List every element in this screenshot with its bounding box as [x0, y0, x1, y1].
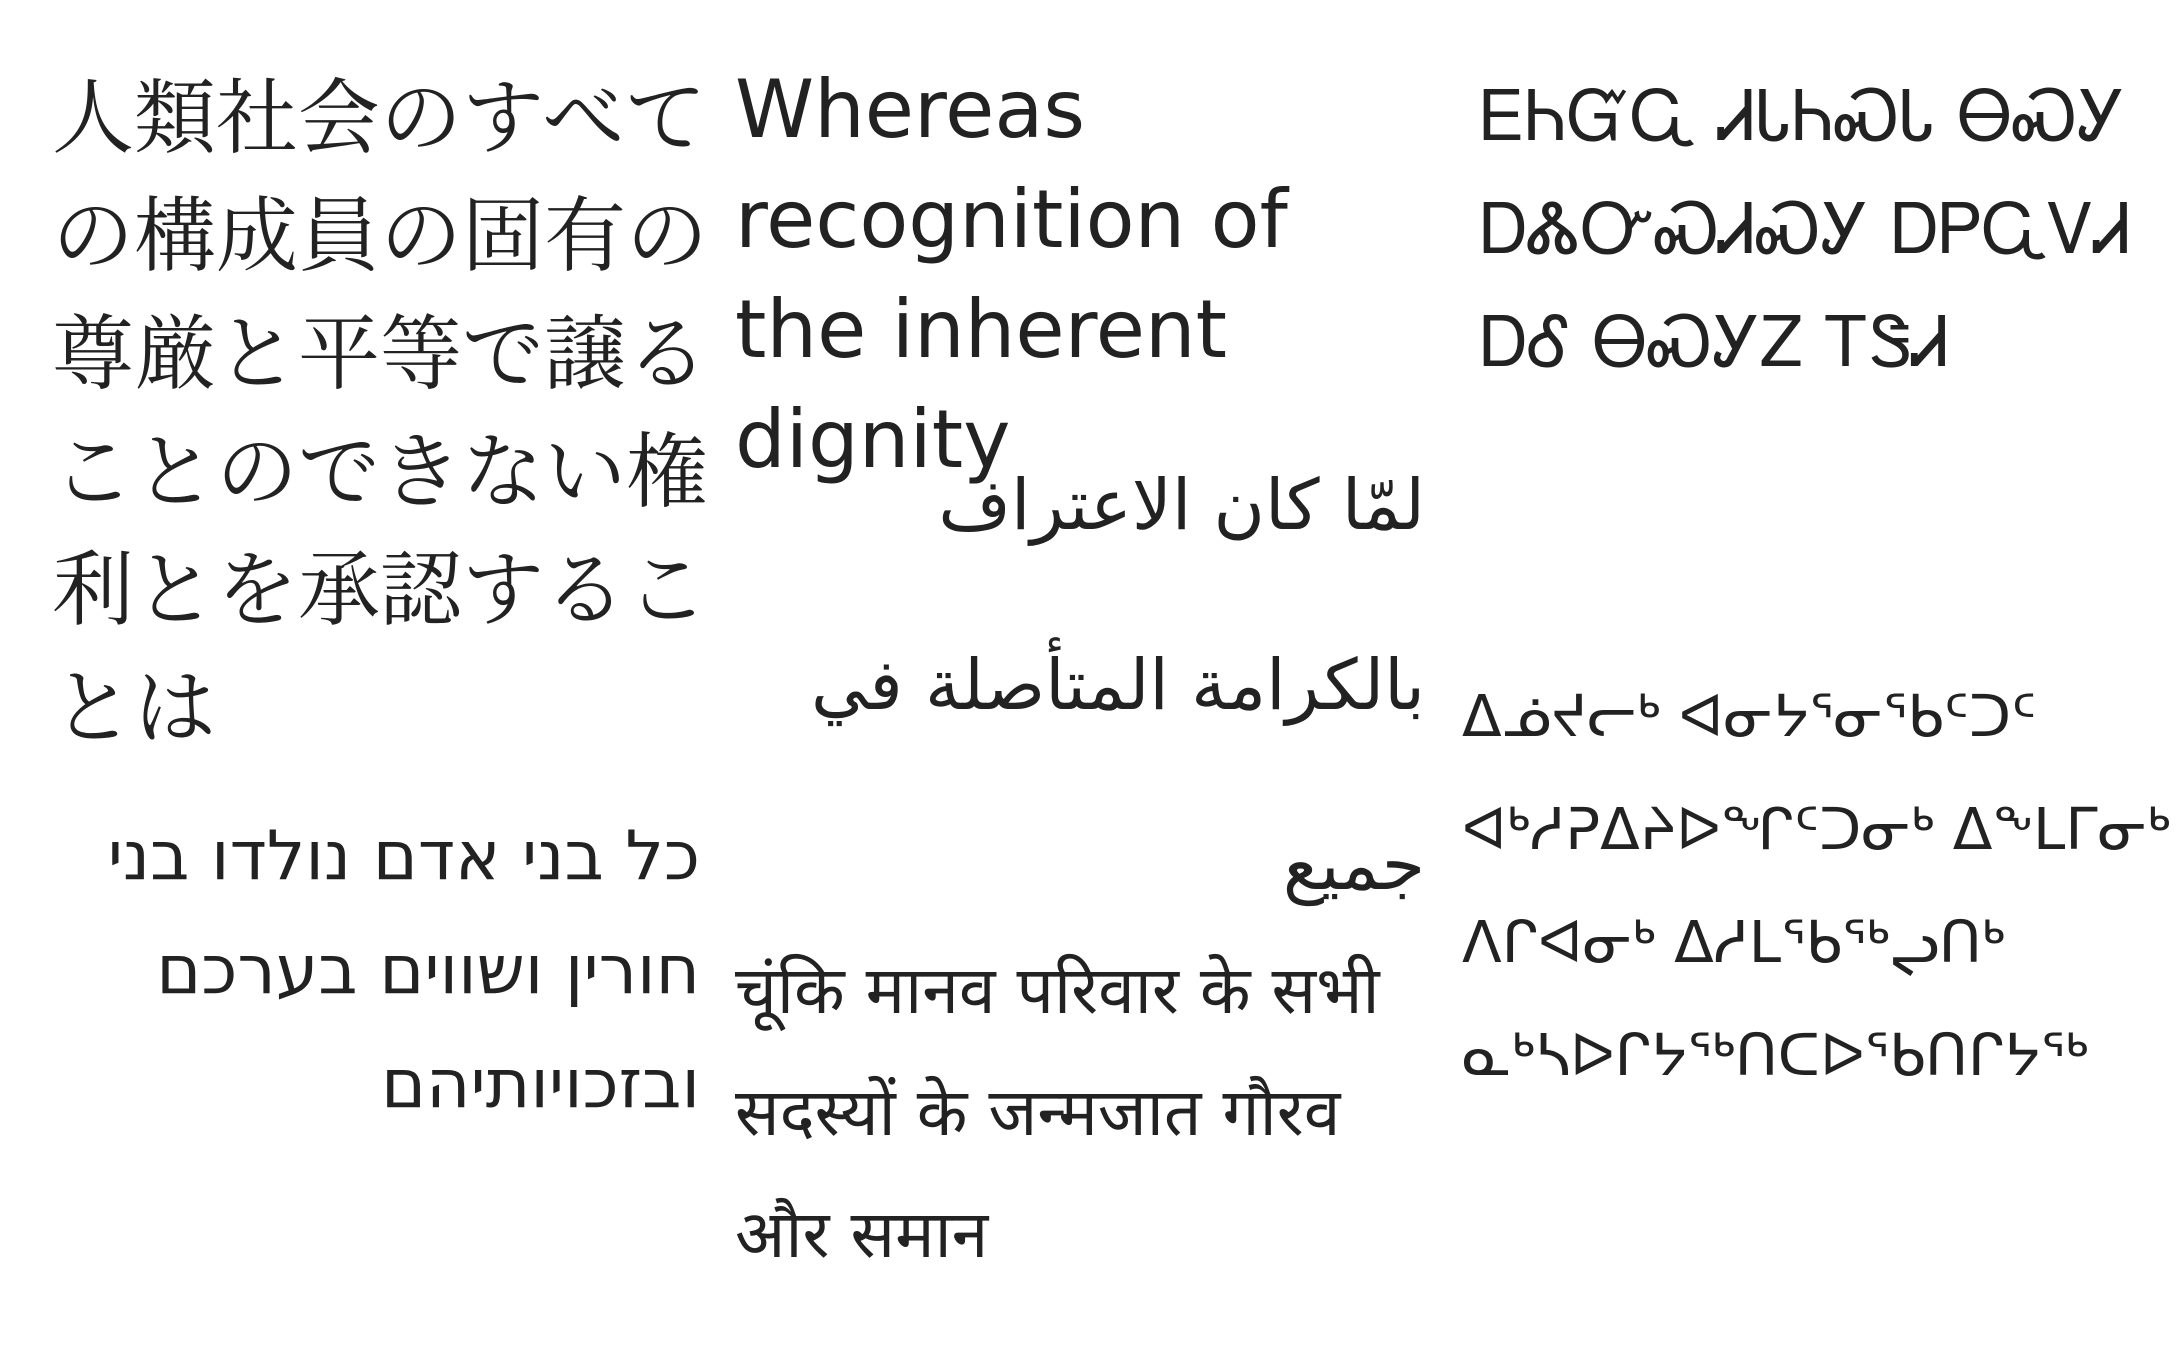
english-text-block: Whereas recognition of the inherent dignity — [735, 63, 1288, 486]
arabic-text-block: لمّا كان الاعتراف بالكرامة المتأصلة في جميع — [810, 464, 1425, 906]
canadian-syllabics-text-block: ᐃᓅᔪᓕᒃ ᐊᓂᔭᕐᓂᖃᑦᑐᑦ ᐊᒃᓱᕈᐃᔨᐅᖏᑦᑐᓂᒃ ᐃᖕᒪᒥᓂᒃ ᐱᒋᐊᓂᒃ ᐃᓱᒪᖃᖅᖢᑎᒃ ᓇᒃᓴᐅᒋᔭᖅᑎᑕᐅᖃᑎᒋᔭᖅ — [1462, 682, 2171, 1089]
japanese-text-block: 人類社会のすべての構成員の固有の尊厳と平等で譲ることのできない権利とを承認することは — [52, 71, 709, 756]
hindi-text-block: चूंकि मानव परिवार के सभी सदस्यों के जन्मजात गौरव और समान — [735, 952, 1380, 1273]
hebrew-text-block: כל בני אדם נולדו בני חורין ושווים בערכם ובזכויותיהם — [107, 817, 700, 1124]
cherokee-text-block: ᎬᏂᏳᏩ ᏗᏓᏂᏍᏓ ᎾᏍᎩ ᎠᏜᏅᏍᏗᏍᎩ ᎠᏢᏩᏙᏗ ᎠᎴ ᎾᏍᎩᏃ ᎢᏕᏗ — [1480, 75, 2132, 383]
